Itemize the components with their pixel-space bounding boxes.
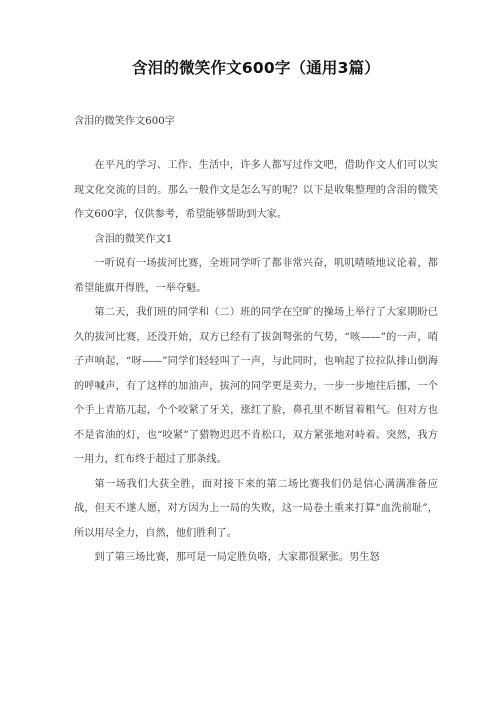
document-title: 含泪的微笑作文600字（通用3篇） bbox=[131, 59, 381, 77]
paragraph: 第一场我们大获全胜，面对接下来的第二场比赛我们仍是信心满满准备应战，但天不遂人愿，对方因为上一局的失败，这一局卷土重来打算“血洗前耻”，所以用尽全力，自然，他们胜利了。 bbox=[74, 478, 438, 539]
paragraph: 第二天，我们班的同学和（二）班的同学在空旷的操场上举行了大家期盼已久的拔河比赛，还没开始，双方已经有了拔剑弩张的气势，“咳——”的一声，哨子声响起，“呀——”同学们轻轻叫了一声，与此同时，也响起了拉拉队排山倒海的呼喊声，有了这样的加油声，拔河的同学更是卖力，一步一步地往后挪，一个个手上青筋兀起，个个咬紧了牙关，涨红了脸，鼻孔里不断冒着粗气。但对方也不是省油的灯，也“咬紧”了猎物迟迟不肯松口，双方紧张地对峙着。突然，我方一用力，红布终于超过了那条线。 bbox=[74, 307, 438, 465]
paragraph-intro: 在平凡的学习、工作、生活中，许多人都写过作文吧，借助作文人们可以实现文化交流的目的。那么一般作文是怎么写的呢？以下是收集整理的含泪的微笑作文600字，仅供参考，希望能够帮助到大家。 bbox=[74, 160, 438, 220]
paragraph: 到了第三场比赛，那可是一局定胜负咯，大家都很紧张。男生怒 bbox=[94, 552, 380, 563]
paragraph: 一听说有一场拔河比赛，全班同学听了都非常兴奋，叽叽喳喳地议论着，都希望能旗开得胜，一举夺魁。 bbox=[74, 258, 438, 294]
section-heading: 含泪的微笑作文1 bbox=[94, 233, 173, 245]
document-subtitle: 含泪的微笑作文600字 bbox=[74, 116, 175, 127]
